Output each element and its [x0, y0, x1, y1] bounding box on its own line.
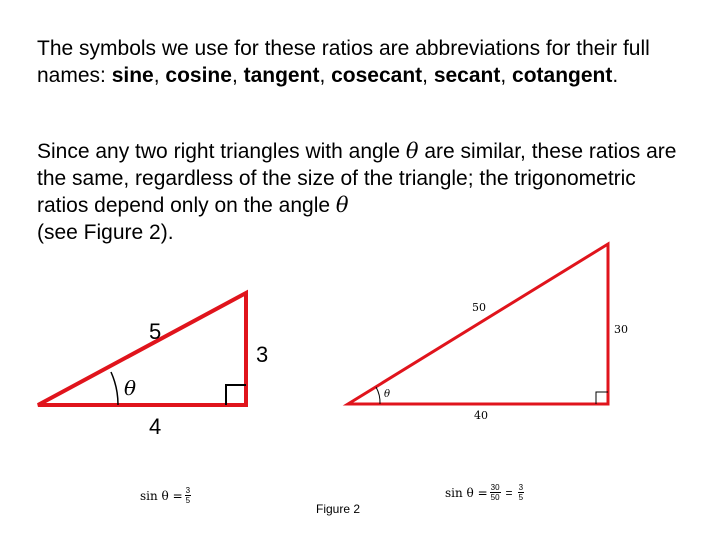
formula-label: sin θ = [445, 485, 488, 500]
large-triangle [348, 244, 628, 422]
term-tangent: tangent [243, 64, 320, 87]
paragraph-text: Since any two right triangles with angle [37, 140, 406, 163]
fraction [185, 486, 191, 505]
paragraph-text: are similar, these ratios are the same, regardless of the size of the triangle; the trigonometric ratios depend only on the angle [37, 140, 677, 217]
paragraph-text: The symbols we use for these ratios are abbreviations for their full names: [37, 37, 650, 87]
sine-formula-large [445, 483, 526, 502]
small-opp-label: 3 [256, 342, 269, 367]
separator: , [422, 64, 434, 87]
term-sine: sine [111, 64, 154, 87]
small-triangle-outline [38, 293, 246, 405]
small-triangle [38, 293, 268, 439]
equals-sign: = [505, 485, 513, 500]
theta-symbol: θ [335, 193, 349, 217]
fraction-denominator: 50 [490, 493, 500, 502]
fraction-numerator: 3 [518, 483, 524, 492]
fraction [490, 483, 501, 502]
small-right-angle-mark [226, 385, 246, 405]
small-hyp-label: 5 [149, 319, 162, 344]
separator: , [231, 64, 244, 87]
small-angle-arc [111, 372, 118, 405]
small-adj-label: 4 [149, 414, 162, 439]
separator: , [319, 64, 332, 87]
large-opp-label: 30 [614, 323, 628, 336]
large-hyp-label: 50 [472, 301, 486, 314]
fraction-numerator: 3 [185, 486, 191, 495]
term-cosine: cosine [165, 64, 232, 87]
period: . [612, 64, 619, 87]
theta-symbol: θ [405, 139, 419, 163]
large-right-angle-mark [596, 392, 608, 404]
paragraph-text: (see Figure 2). [37, 221, 174, 244]
figure-caption: Figure 2 [316, 502, 361, 516]
large-theta-label: θ [384, 389, 391, 400]
separator: , [500, 64, 513, 87]
term-secant: secant [433, 64, 501, 87]
large-adj-label: 40 [474, 409, 488, 422]
large-angle-arc [376, 387, 380, 404]
fraction-denominator: 5 [185, 496, 191, 505]
fraction-numerator: 30 [490, 483, 500, 492]
term-cosecant: cosecant [331, 64, 423, 87]
separator: , [153, 64, 166, 87]
fraction-denominator: 5 [518, 493, 524, 502]
formula-label: sin θ = [140, 488, 183, 503]
fraction [518, 483, 524, 502]
term-cotangent: cotangent [512, 64, 613, 87]
sine-formula-small [140, 486, 193, 505]
small-theta-label: θ [124, 376, 137, 400]
large-triangle-outline [348, 244, 608, 404]
